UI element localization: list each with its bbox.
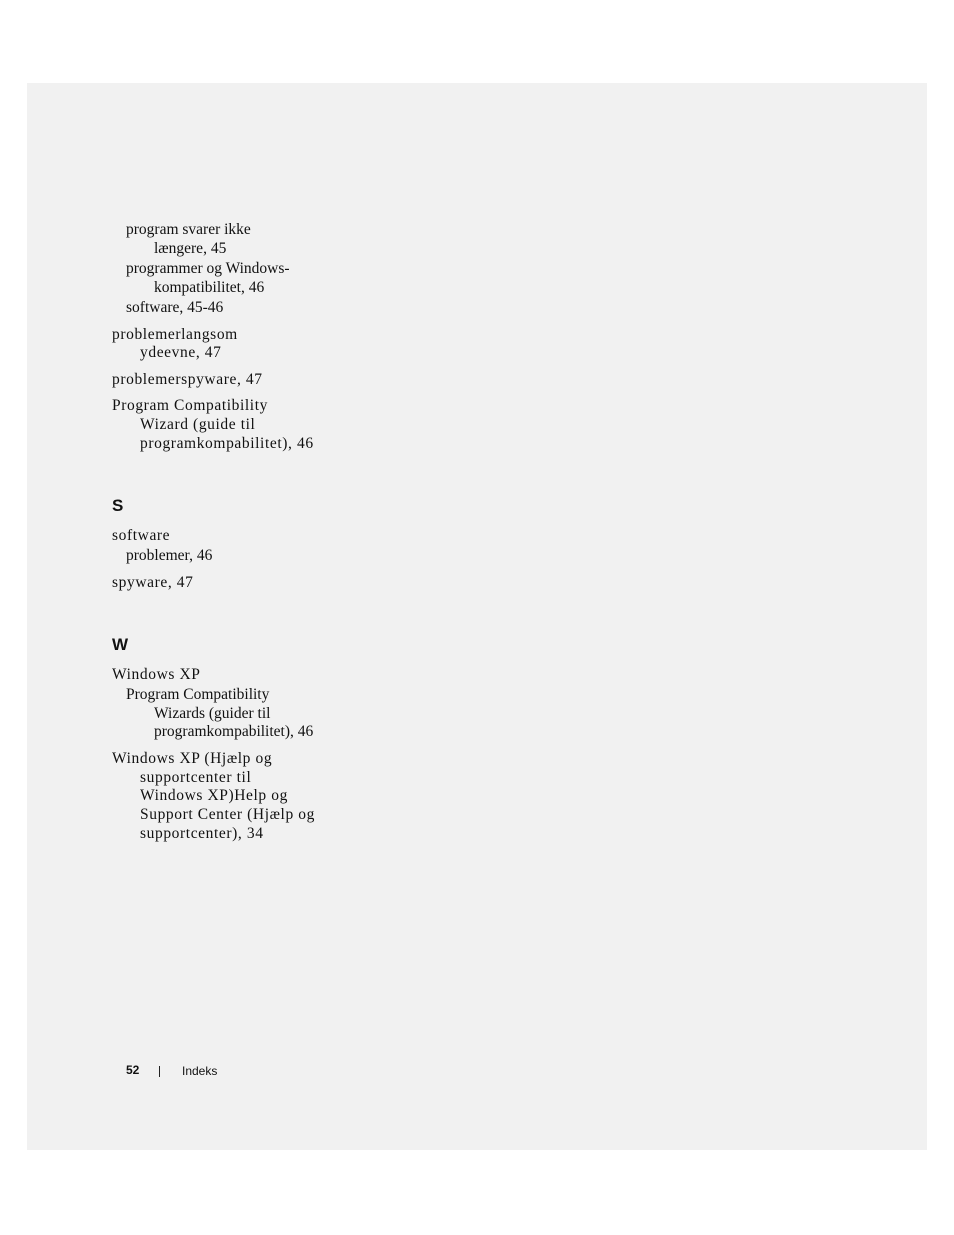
section-heading-w: W <box>112 635 129 654</box>
footer-separator <box>159 1066 160 1077</box>
index-continuation: Windows XP)Help og <box>140 787 288 804</box>
index-continuation: Support Center (Hjælp og <box>140 806 315 823</box>
footer-section-title: Indeks <box>182 1064 218 1078</box>
index-entry: software <box>112 527 171 544</box>
index-subentry: problemer, 46 <box>126 547 213 564</box>
index-subentry: programmer og Windows- <box>126 260 290 277</box>
page-number: 52 <box>126 1063 140 1077</box>
index-continuation: længere, 45 <box>154 240 227 257</box>
index-continuation: supportcenter til <box>140 769 252 786</box>
index-subentry: Program Compatibility <box>126 686 270 703</box>
index-entry: spyware, 47 <box>112 574 194 591</box>
index-continuation: programkompabilitet), 46 <box>154 723 314 740</box>
index-entry: Windows XP (Hjælp og <box>112 750 273 767</box>
index-continuation: supportcenter), 34 <box>140 825 264 842</box>
index-continuation: Wizards (guider til <box>154 705 271 722</box>
index-entry: Windows XP <box>112 666 201 683</box>
section-heading-s: S <box>112 496 124 515</box>
index-subentry: software, 45-46 <box>126 299 224 316</box>
index-continuation: programkompabilitet), 46 <box>140 435 314 452</box>
index-entry: problemerspyware, 47 <box>112 371 263 388</box>
index-entry: problemerlangsom <box>112 326 238 343</box>
index-continuation: kompatibilitet, 46 <box>154 279 265 296</box>
index-continuation: Wizard (guide til <box>140 416 256 433</box>
index-subentry: program svarer ikke <box>126 221 251 238</box>
index-continuation: ydeevne, 47 <box>140 344 222 361</box>
index-entry: Program Compatibility <box>112 397 268 414</box>
